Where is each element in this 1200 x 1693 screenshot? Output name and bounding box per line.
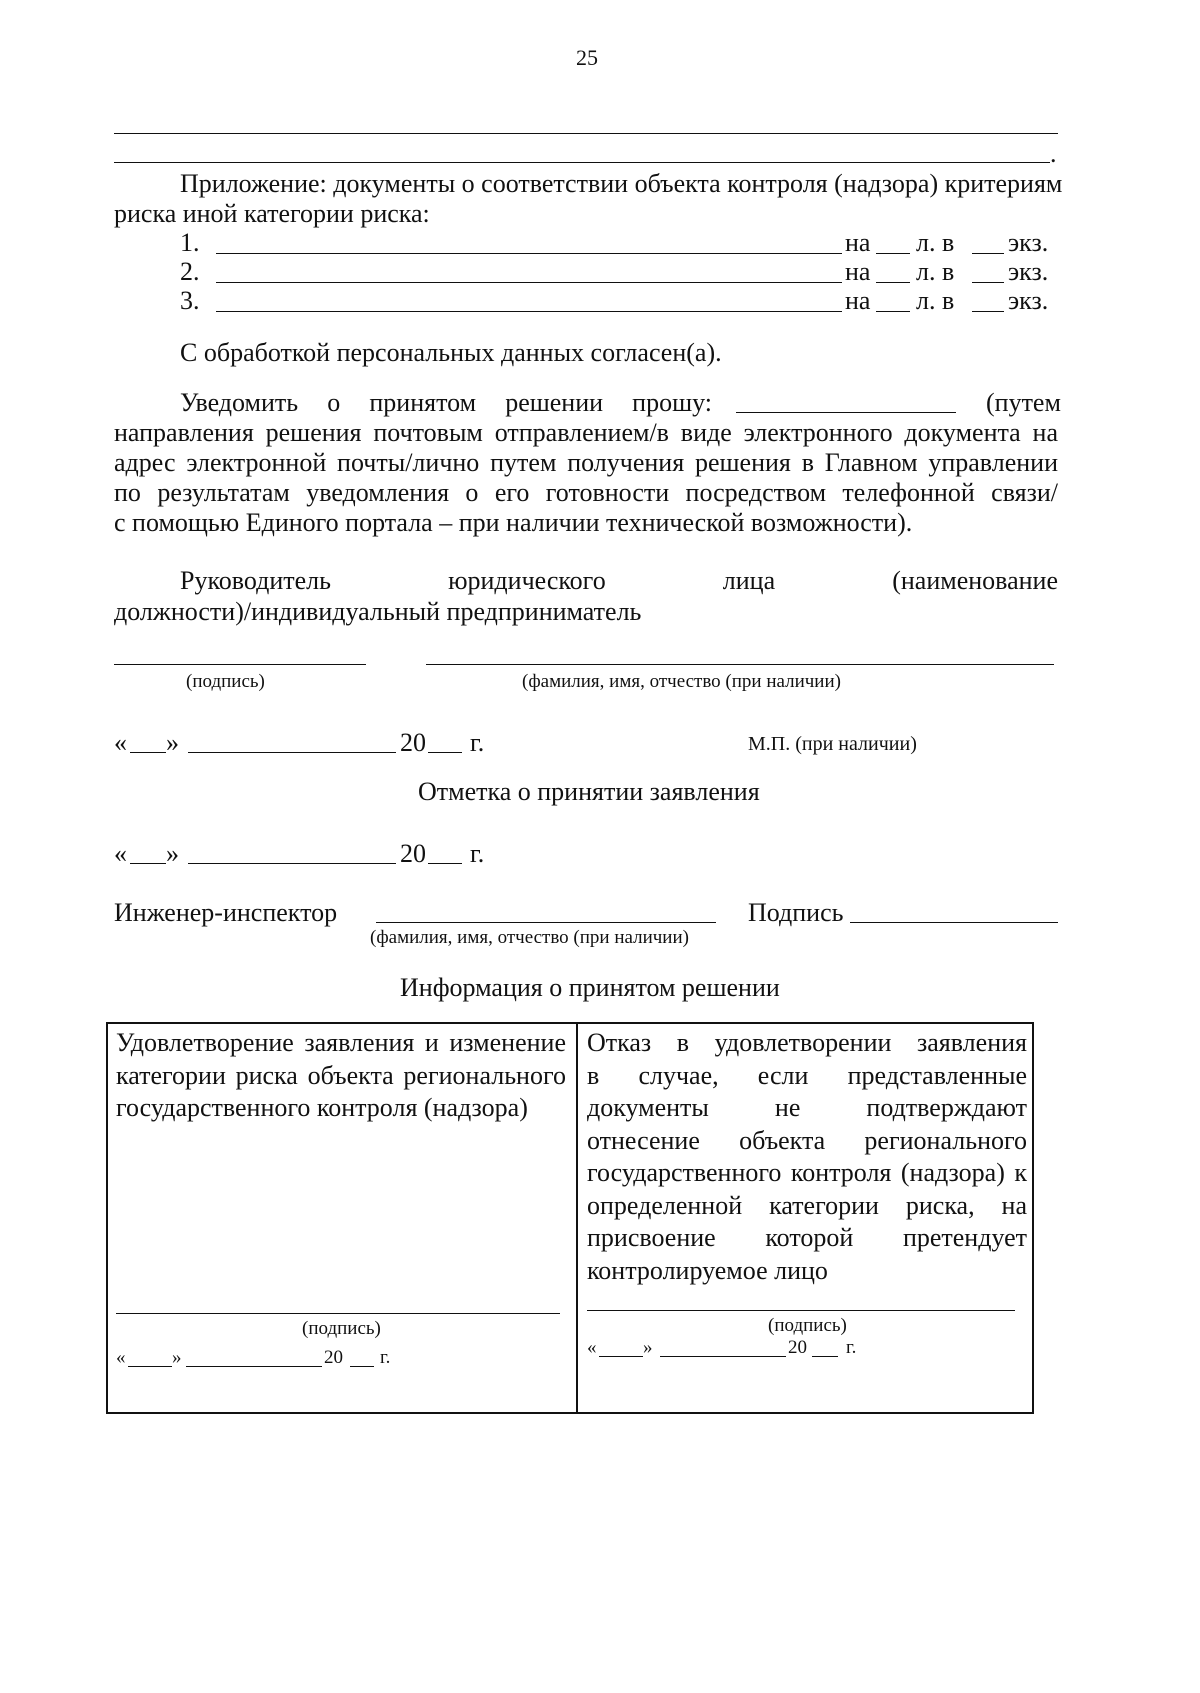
head-line1-text: Руководитель юридического лица (наименование (180, 566, 1058, 595)
notify-line2 (114, 417, 1058, 449)
refusal-date-suffix: г. (846, 1337, 857, 1358)
decision-title: Информация о принятом решении (400, 973, 780, 1002)
refusal-date-open: « (587, 1337, 597, 1358)
notify-line5: с помощью Единого портала – при наличии технической возможности). (114, 508, 913, 537)
refusal-line: отнесение объекта регионального (587, 1125, 1027, 1155)
notify-method-blank (736, 412, 956, 413)
notify-line1-text: Уведомить о принятом решении прошу: (180, 388, 712, 417)
attachment-item-ekz: экз. (1008, 257, 1049, 286)
approval-line: категории риска объекта регионального (116, 1060, 566, 1090)
notify-line3 (114, 447, 1058, 479)
attachment-item-blank (216, 311, 842, 312)
date-close-quote: » (166, 839, 179, 868)
sheets-blank (876, 311, 910, 312)
date-year-prefix: 20 (400, 839, 426, 868)
signature-caption: (подпись) (186, 671, 265, 692)
notify-line2-text: направления решения почтовым отправлением/в виде электронного документа на (114, 418, 1058, 447)
acceptance-title: Отметка о принятии заявления (418, 777, 760, 806)
attachment-item-number: 2. (180, 257, 200, 286)
attachment-item-ekz: экз. (1008, 286, 1049, 315)
copies-blank (972, 253, 1004, 254)
attachment-item-na: на (845, 286, 871, 315)
attachment-item-ekz: экз. (1008, 228, 1049, 257)
inspector-label: Инженер-инспектор (114, 898, 338, 927)
inspector-signature-blank (850, 922, 1058, 923)
date-day-blank (130, 863, 166, 864)
refusal-line: Отказ в удовлетворении заявления (587, 1028, 1027, 1057)
attachment-item-number: 1. (180, 228, 200, 257)
attachment-item-na: на (845, 228, 871, 257)
head-line2: должности)/индивидуальный предприниматель (114, 597, 642, 626)
approval-date-month-blank (186, 1366, 322, 1367)
attachment-item-number: 3. (180, 286, 200, 315)
attachment-item-na: на (845, 257, 871, 286)
notify-line3-text: адрес электронной почты/лично путем получения решения в Главном управлении (114, 448, 1058, 477)
page-number: 25 (576, 45, 598, 70)
notify-line1a (180, 387, 712, 419)
refusal-signature-blank (587, 1310, 1015, 1311)
approval-line: государственного контроля (надзора) (116, 1093, 528, 1122)
date-year-prefix: 20 (400, 728, 426, 757)
notify-line4-text: по результатам уведомления о его готовности посредством телефонной связи/ (114, 478, 1058, 507)
approval-signature-blank (116, 1313, 560, 1314)
approval-cell-text (116, 1027, 566, 1125)
attachment-item-blank (216, 253, 842, 254)
fio-caption: (фамилия, имя, отчество (при наличии) (522, 671, 841, 692)
approval-date-suffix: г. (380, 1347, 391, 1368)
line-end-period: . (1050, 139, 1057, 168)
inspector-fio-blank (376, 922, 716, 923)
approval-date-open: « (116, 1347, 126, 1368)
inspector-signature-label: Подпись (748, 898, 844, 927)
head-line1 (180, 565, 1058, 597)
date-open-quote: « (114, 839, 127, 868)
date-year-suffix: г. (470, 728, 485, 757)
date-month-blank (188, 752, 396, 753)
date-year-suffix: г. (470, 839, 485, 868)
notify-line1b: (путем (986, 388, 1061, 417)
refusal-date-day-blank (599, 1356, 643, 1357)
fio-blank (426, 664, 1054, 665)
approval-date-year-blank (350, 1366, 374, 1367)
refusal-date-close: » (643, 1337, 653, 1358)
date-close-quote: » (166, 728, 179, 757)
attachment-intro-line1: Приложение: документы о соответствии объекта контроля (надзора) критериям (180, 169, 1063, 198)
approval-date-year: 20 (324, 1347, 343, 1368)
stamp-label: М.П. (при наличии) (748, 733, 917, 755)
refusal-line: определенной категории риска, на (587, 1190, 1027, 1220)
inspector-fio-caption: (фамилия, имя, отчество (при наличии) (370, 927, 689, 948)
refusal-line: государственного контроля (надзора) к (587, 1158, 1027, 1187)
refusal-line: присвоение которой претендует (587, 1223, 1027, 1252)
notify-line4 (114, 477, 1058, 509)
attachment-item-blank (216, 282, 842, 283)
copies-blank (972, 282, 1004, 283)
refusal-line: документы не подтверждают (587, 1093, 1027, 1122)
consent-text: С обработкой персональных данных согласен(а). (180, 338, 722, 367)
attachment-intro-line2: риска иной категории риска: (114, 199, 430, 228)
copies-blank (972, 311, 1004, 312)
refusal-date-year: 20 (788, 1337, 807, 1358)
date-day-blank (130, 752, 166, 753)
attachment-item-lv: л. в (916, 257, 955, 286)
refusal-cell-text (587, 1027, 1027, 1287)
refusal-signature-caption: (подпись) (768, 1315, 847, 1336)
refusal-line: в случае, если представленные (587, 1060, 1027, 1090)
blank-line-2 (114, 162, 1050, 163)
blank-line-1 (114, 133, 1058, 134)
decision-table-divider (576, 1022, 578, 1414)
approval-date-day-blank (128, 1366, 172, 1367)
attachment-item-lv: л. в (916, 228, 955, 257)
refusal-date-month-blank (660, 1356, 786, 1357)
approval-signature-caption: (подпись) (302, 1318, 381, 1339)
signature-blank (114, 664, 366, 665)
sheets-blank (876, 253, 910, 254)
date-year-blank (428, 863, 462, 864)
approval-date-close: » (172, 1347, 182, 1368)
attachment-item-lv: л. в (916, 286, 955, 315)
date-month-blank (188, 863, 396, 864)
approval-line: Удовлетворение заявления и изменение (116, 1028, 566, 1057)
refusal-line: контролируемое лицо (587, 1255, 828, 1285)
refusal-date-year-blank (812, 1356, 838, 1357)
date-year-blank (428, 752, 462, 753)
sheets-blank (876, 282, 910, 283)
date-open-quote: « (114, 728, 127, 757)
